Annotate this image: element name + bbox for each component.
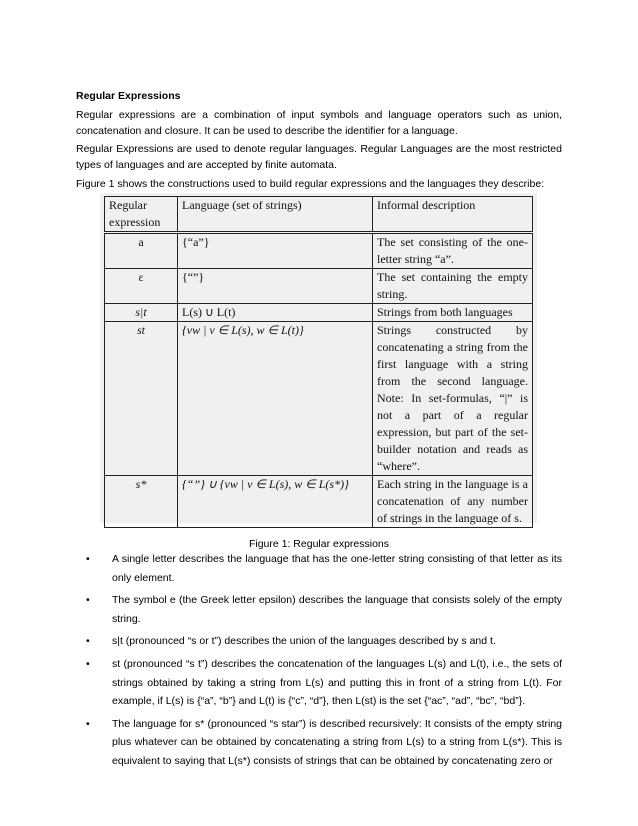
list-item-text: The symbol e (the Greek letter epsilon) describes the language that consists solely of the empty string. (112, 594, 562, 625)
figure-table-image (100, 193, 537, 523)
cell-expression: a (105, 233, 178, 269)
regular-languages-paragraph: Regular Expressions are used to denote regular languages. Regular Languages are the most restricted types of languages and are accepted by finite automata. (76, 143, 562, 171)
list-item (76, 591, 562, 628)
list-item (76, 655, 562, 711)
table-row (105, 233, 533, 269)
list-item-text: s|t (pronounced “s or t”) describes the union of the languages described by s and t. (112, 635, 496, 648)
header-regular-expression: Regular expression (105, 197, 178, 233)
bullet-marker: • (86, 635, 90, 648)
cell-expression: ε (105, 269, 178, 304)
list-item-text: A single letter describes the language that has the one-letter string consisting of that letter as its only element. (112, 553, 562, 584)
cell-description: Strings from both languages (373, 304, 533, 322)
cell-description: Each string in the language is a concatenation of any number of strings in the language of s. (373, 476, 533, 528)
figure-reference-paragraph: Figure 1 shows the constructions used to build regular expressions and the languages they describe: (76, 178, 545, 190)
list-item (76, 715, 562, 771)
cell-description: The set containing the empty string. (373, 269, 533, 304)
bullet-marker: • (86, 717, 90, 730)
bullet-marker: • (86, 594, 90, 607)
cell-description: The set consisting of the one-letter string “a”. (373, 233, 533, 269)
table-header-row (105, 197, 533, 233)
table-row (105, 476, 533, 528)
cell-language: {vw | v ∈ L(s), w ∈ L(t)} (178, 322, 373, 476)
figure-caption: Figure 1: Regular expressions (248, 538, 390, 550)
section-heading: Regular Expressions (76, 90, 181, 102)
list-item (76, 632, 562, 651)
list-item-text: st (pronounced “s t”) describes the concatenation of the languages L(s) and L(t), i.e., the sets of strings obtained by taking a string from L(s) and putting this in front of a string from L(t). For example, if L(s) is {“a”, “b”} and L(t) is {“c”, “d”}, then L(st) is the set {“ac”, “ad”, “bc”, “bd”}. (112, 657, 562, 708)
cell-language: {“a”} (178, 233, 373, 269)
list-item-text: The language for s* (pronounced “s star”) is described recursively: It consists of the empty string plus whatever can be obtained by concatenating a string from L(s) to a string from L(s*). This is equivalent to saying that L(s*) consists of strings that can be obtained by concatenating zero or (112, 717, 562, 767)
list-item (76, 550, 562, 587)
table-row (105, 304, 533, 322)
bullet-marker: • (86, 657, 90, 670)
bullet-list (76, 550, 562, 775)
header-language: Language (set of strings) (178, 197, 373, 233)
cell-expression: st (105, 322, 178, 476)
intro-paragraph: Regular expressions are a combination of input symbols and language operators such as union, concatenation and closure. It can be used to describe the identifier for a language. (76, 109, 562, 137)
cell-language: L(s) ∪ L(t) (178, 304, 373, 322)
bullet-marker: • (86, 553, 90, 565)
cell-expression: s|t (105, 304, 178, 322)
regex-table (104, 196, 533, 528)
cell-language: {“”} ∪ {vw | v ∈ L(s), w ∈ L(s*)} (178, 476, 373, 528)
table-row (105, 269, 533, 304)
cell-description: Strings constructed by concatenating a string from the first language with a string from the second language. Note: In set-formulas, “|” is not a part of a regular expression, but part of the set-builder notation and reads as “where”. (373, 322, 533, 476)
cell-expression: s* (105, 476, 178, 528)
table-row (105, 322, 533, 476)
cell-language: {“”} (178, 269, 373, 304)
header-informal-description: Informal description (373, 197, 533, 233)
